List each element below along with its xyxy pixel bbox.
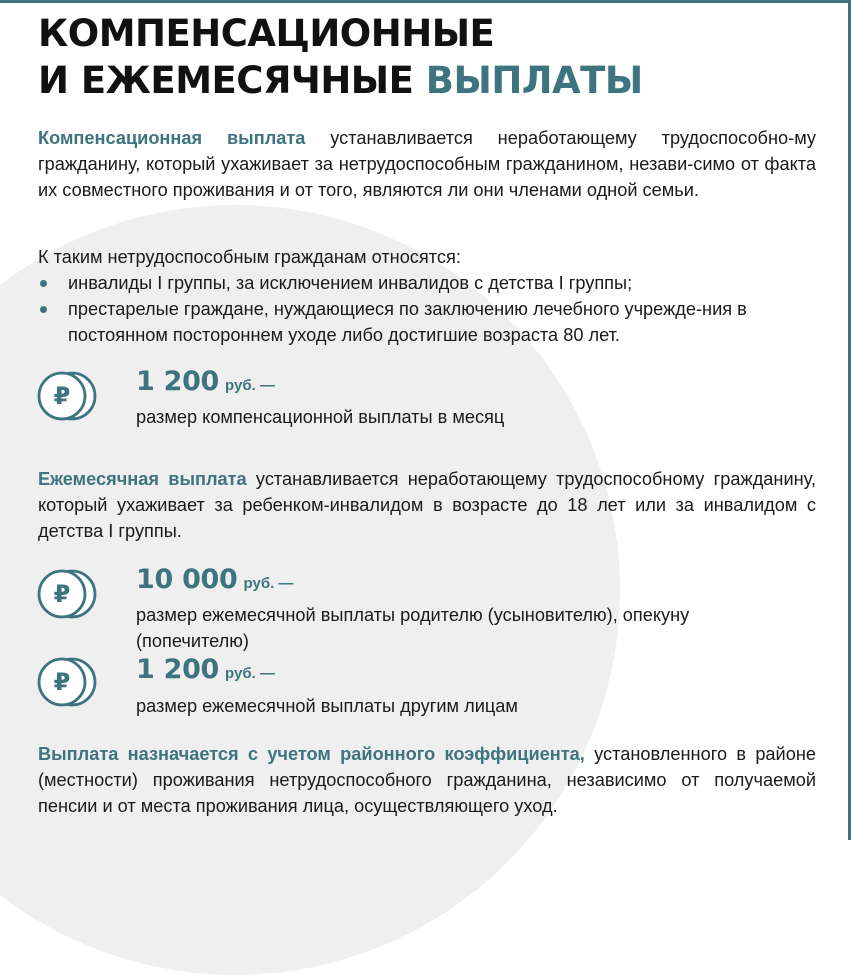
title-line-2-accent: ВЫПЛАТЫ [425, 59, 643, 102]
payment-amount: 10 000 [136, 564, 238, 595]
bullet-icon [40, 280, 47, 287]
title-line-1: КОМПЕНСАЦИОННЫЕ [38, 12, 495, 55]
compensation-paragraph [38, 125, 816, 203]
payment-3-amount-line [136, 654, 275, 685]
svg-text:₽: ₽ [53, 580, 71, 608]
payment-description: размер компенсационной выплаты в месяц [136, 407, 505, 427]
payment-amount: 1 200 [136, 366, 220, 397]
monthly-paragraph [38, 466, 816, 544]
list-item-text: престарелые граждане, нуждающиеся по заключению лечебного учрежде-ния в постоянном постороннем уходе либо достигшие возраста 80 лет. [68, 299, 747, 345]
ruble-coin-icon [36, 370, 98, 422]
eligible-intro: К таким нетрудоспособным гражданам относятся: [38, 247, 461, 267]
list-item [38, 296, 818, 348]
payment-description: размер ежемесячной выплаты родителю (усыновителю), опекуну (попечителю) [136, 605, 690, 651]
monthly-text: устанавливается неработающему трудоспособному гражданину, который ухаживает за ребенком-инвалидом в возрасте до 18 лет или за инвалидом с детства I группы. [38, 469, 816, 541]
regional-highlight: Выплата назначается с учетом районного коэффициента, [38, 744, 585, 764]
ruble-coin-icon [36, 656, 98, 708]
monthly-highlight: Ежемесячная выплата [38, 469, 247, 489]
bullet-icon [40, 306, 47, 313]
svg-text:₽: ₽ [53, 382, 71, 410]
payment-description: размер ежемесячной выплаты другим лицам [136, 696, 518, 716]
payment-2-amount-line [136, 564, 293, 595]
compensation-text: устанавливается неработающему трудоспособно-му гражданину, который ухаживает за нетрудоспособным гражданином, незави-симо от факта их совместного проживания и от того, являются ли они членами одной семьи. [38, 128, 816, 200]
payment-unit: руб. — [225, 377, 275, 394]
list-item [38, 270, 818, 296]
payment-unit: руб. — [243, 575, 294, 592]
list-item-text: инвалиды I группы, за исключением инвалидов с детства I группы; [68, 273, 633, 293]
ruble-coin-icon [36, 568, 98, 620]
title-line-2-prefix: И ЕЖЕМЕСЯЧНЫЕ [38, 59, 426, 102]
payment-unit: руб. — [225, 665, 275, 682]
regional-paragraph [38, 741, 816, 819]
top-border [0, 0, 851, 3]
page-title [38, 10, 643, 104]
eligible-list [38, 270, 818, 348]
svg-text:₽: ₽ [53, 668, 71, 696]
payment-1-amount-line [136, 366, 275, 397]
compensation-highlight: Компенсационная выплата [38, 128, 306, 148]
payment-amount: 1 200 [136, 654, 220, 685]
regional-text: установленного в районе (местности) проживания нетрудоспособного гражданина, независимо от получаемой пенсии и от места проживания лица, осуществляющего уход. [38, 744, 816, 816]
